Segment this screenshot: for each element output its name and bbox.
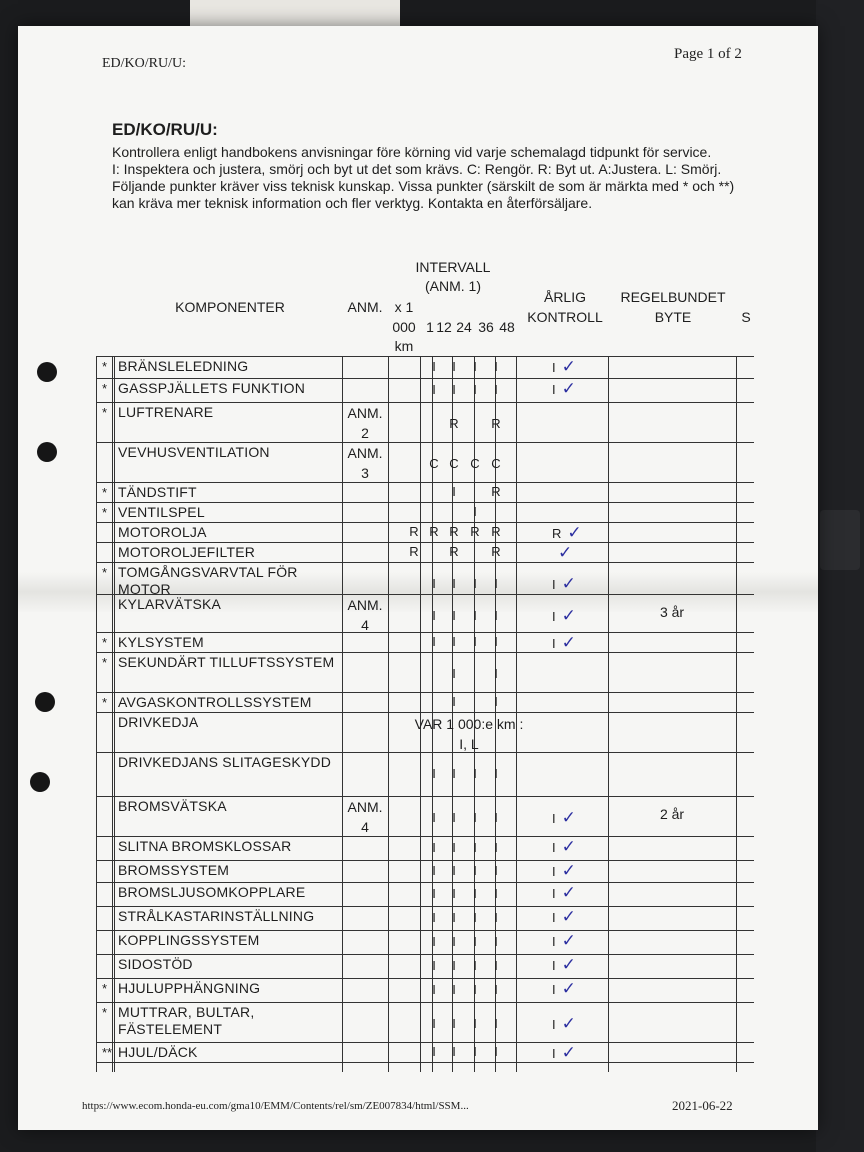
interval-value: I — [452, 382, 456, 397]
interval-value: R — [449, 524, 459, 539]
component-name: DRIVKEDJA — [118, 714, 199, 730]
anm-note: ANM. 4 — [347, 799, 383, 835]
replacement-interval: 3 år — [659, 604, 685, 620]
interval-value: I — [494, 694, 498, 709]
interval-value: I — [473, 608, 477, 623]
interval-value: I — [494, 810, 498, 825]
interval-value: I — [452, 982, 456, 997]
intro-line: Följande punkter kräver viss teknisk kunskap. Vissa punkter (särskilt de som är märkta med * och **) kan kräva mer teknisk information och fler verktyg. Kontakta en återförsäljare. — [112, 178, 735, 211]
interval-value: I — [432, 1016, 436, 1031]
component-name: KOPPLINGSSYSTEM — [118, 932, 260, 948]
interval-value: I — [432, 910, 436, 925]
checkmark-icon: ✓ — [561, 861, 576, 880]
interval-value: I — [432, 934, 436, 949]
interval-value: I — [432, 886, 436, 901]
interval-value: R — [491, 484, 501, 499]
intro-line: I: Inspektera och justera, smörj och byt ut det som krävs. C: Rengör. R: Byt ut. A:Justera. L: Smörj. — [112, 161, 722, 177]
annual-check — [552, 931, 576, 951]
interval-value: I — [452, 694, 456, 709]
annual-check — [552, 861, 576, 881]
col-arlig: ÅRLIG — [543, 289, 586, 305]
grid-line — [96, 402, 754, 403]
col-byte: BYTE — [654, 309, 692, 325]
checkmark-icon: ✓ — [561, 808, 576, 827]
component-name: BROMSVÄTSKA — [118, 798, 227, 814]
grid-line — [96, 978, 754, 979]
grid-line — [96, 542, 754, 543]
interval-value: I — [473, 958, 477, 973]
replacement-interval: 2 år — [659, 806, 685, 822]
interval-value: R — [491, 544, 501, 559]
annual-check-code: I — [552, 910, 556, 925]
checkmark-icon: ✓ — [561, 979, 576, 998]
col-interval: 24 — [456, 319, 472, 335]
anm-note: ANM. 2 — [347, 405, 383, 441]
checkmark-icon: ✓ — [561, 633, 576, 652]
col-interval: 36 — [478, 319, 494, 335]
interval-value: I — [494, 634, 498, 649]
interval-value: I — [494, 934, 498, 949]
checkmark-icon: ✓ — [561, 1043, 576, 1062]
interval-value: I — [473, 810, 477, 825]
component-name: MOTOROLJA — [118, 524, 207, 540]
grid-line — [96, 522, 754, 523]
star-marker: * — [102, 635, 108, 650]
interval-value: R — [491, 524, 501, 539]
page-number: Page 1 of 2 — [674, 46, 742, 62]
interval-value: I — [452, 863, 456, 878]
interval-value: R — [491, 416, 501, 431]
grid-line — [96, 652, 754, 653]
annual-check-code: I — [552, 840, 556, 855]
annual-check — [552, 979, 576, 999]
col-x1000km-c: km — [394, 338, 414, 354]
grid-line — [96, 378, 754, 379]
anm-note: ANM. 4 — [347, 597, 383, 633]
interval-value: I — [494, 666, 498, 681]
anm-note: ANM. 3 — [347, 445, 383, 481]
annual-check-code: I — [552, 982, 556, 997]
col-x1000km-a: x 1 — [394, 299, 414, 315]
interval-value: I — [432, 359, 436, 374]
grid-line — [96, 482, 754, 483]
grid-line — [96, 1042, 754, 1043]
interval-value: I — [452, 576, 456, 591]
interval-value: I — [473, 634, 477, 649]
component-name: KYLSYSTEM — [118, 634, 204, 650]
component-name: AVGASKONTROLLSSYSTEM — [118, 694, 312, 710]
interval-value: I — [494, 576, 498, 591]
annual-check — [552, 379, 576, 399]
interval-value: I — [473, 382, 477, 397]
component-name: BRÄNSLELEDNING — [118, 358, 249, 374]
zipper-pull — [820, 510, 860, 570]
star-marker: ** — [102, 1045, 113, 1060]
footer-url: https://www.ecom.honda-eu.com/gma10/EMM/Contents/rel/sm/ZE007834/html/SSM... — [82, 1100, 469, 1112]
star-marker: * — [102, 405, 108, 420]
grid-line — [96, 712, 754, 713]
interval-value: I — [452, 1016, 456, 1031]
star-marker: * — [102, 359, 108, 374]
interval-value: R — [470, 524, 480, 539]
checkmark-icon: ✓ — [561, 1014, 576, 1033]
component-name: BROMSLJUSOMKOPPLARE — [118, 884, 306, 900]
interval-value: C — [491, 456, 501, 471]
interval-value: I — [494, 958, 498, 973]
component-name: MOTOROLJEFILTER — [118, 544, 256, 560]
component-name: HJUL/DÄCK — [118, 1044, 198, 1060]
interval-value: I — [473, 504, 477, 519]
annual-check-code: I — [552, 636, 556, 651]
interval-value: I — [494, 1044, 498, 1059]
interval-value: I — [432, 1044, 436, 1059]
interval-value: I — [473, 1016, 477, 1031]
interval-value: I — [452, 840, 456, 855]
interval-value: I — [432, 608, 436, 623]
interval-value: I — [452, 934, 456, 949]
annual-check-code: I — [552, 958, 556, 973]
annual-check — [552, 955, 576, 975]
star-marker: * — [102, 655, 108, 670]
checkmark-icon: ✓ — [558, 543, 573, 562]
col-intervall: INTERVALL — [415, 259, 491, 275]
grid-line — [96, 930, 754, 931]
star-marker: * — [102, 565, 108, 580]
interval-value: I — [452, 810, 456, 825]
interval-value: I — [452, 910, 456, 925]
star-marker: * — [102, 981, 108, 996]
component-name: SIDOSTÖD — [118, 956, 193, 972]
annual-check-code: I — [552, 1017, 556, 1032]
grid-line — [96, 882, 754, 883]
interval-value: R — [409, 544, 419, 559]
interval-value: I — [494, 840, 498, 855]
annual-check — [552, 543, 572, 563]
grid-line — [608, 356, 609, 1072]
annual-check — [552, 837, 576, 857]
interval-value: I — [494, 1016, 498, 1031]
interval-value: I — [432, 634, 436, 649]
col-interval: 12 — [436, 319, 452, 335]
interval-value: I — [494, 382, 498, 397]
interval-value: I — [494, 886, 498, 901]
interval-value: I — [473, 934, 477, 949]
grid-line — [96, 562, 754, 563]
bag-edge — [816, 0, 864, 1152]
interval-value: I — [432, 863, 436, 878]
grid-line — [736, 356, 737, 1072]
interval-value: I — [432, 982, 436, 997]
checkmark-icon: ✓ — [561, 931, 576, 950]
star-marker: * — [102, 381, 108, 396]
page-header-code: ED/KO/RU/U: — [102, 56, 186, 71]
interval-value: I — [452, 1044, 456, 1059]
interval-value: C — [449, 456, 459, 471]
interval-value: I — [494, 910, 498, 925]
interval-value: R — [449, 544, 459, 559]
interval-value: I — [473, 886, 477, 901]
checkmark-icon: ✓ — [561, 907, 576, 926]
grid-line — [388, 356, 389, 1072]
annual-check-code: I — [552, 886, 556, 901]
annual-check-code: R — [552, 526, 562, 541]
interval-value: R — [409, 524, 419, 539]
annual-check — [552, 883, 576, 903]
component-name: STRÅLKASTARINSTÄLLNING — [118, 908, 315, 924]
annual-check — [552, 1043, 576, 1063]
grid-line — [96, 906, 754, 907]
grid-line — [96, 632, 754, 633]
annual-check — [552, 523, 582, 543]
col-interval: 48 — [499, 319, 515, 335]
interval-value: I — [452, 886, 456, 901]
interval-value: I — [432, 840, 436, 855]
interval-value: I — [432, 810, 436, 825]
grid-line — [96, 860, 754, 861]
checkmark-icon: ✓ — [561, 837, 576, 856]
interval-value: I — [494, 766, 498, 781]
grid-line — [96, 836, 754, 837]
checkmark-icon: ✓ — [561, 379, 576, 398]
interval-value: I — [452, 666, 456, 681]
col-cutoff: S — [741, 309, 751, 325]
component-name: TÄNDSTIFT — [118, 484, 197, 500]
component-name: LUFTRENARE — [118, 404, 214, 420]
col-regelbundet: REGELBUNDET — [620, 289, 726, 305]
annual-check-code: I — [552, 382, 556, 397]
component-name: VENTILSPEL — [118, 504, 205, 520]
component-name: MUTTRAR, BULTAR, FÄSTELEMENT — [118, 1004, 255, 1037]
checkmark-icon: ✓ — [567, 523, 582, 542]
star-marker: * — [102, 1005, 108, 1020]
interval-value: I — [452, 608, 456, 623]
interval-value: I — [432, 766, 436, 781]
star-marker: * — [102, 505, 108, 520]
interval-value: I — [452, 359, 456, 374]
intro-line: Kontrollera enligt handbokens anvisningar före körning vid varje schemalagd tidpunkt för service. — [112, 144, 712, 160]
service-schedule-page — [18, 26, 818, 1130]
annual-check — [552, 606, 576, 626]
col-interval: 1 — [426, 319, 434, 335]
grid-line — [96, 692, 754, 693]
grid-line — [112, 356, 113, 1072]
star-marker: * — [102, 485, 108, 500]
annual-check-code: I — [552, 811, 556, 826]
footer-date: 2021-06-22 — [672, 1098, 733, 1113]
interval-value: I — [494, 608, 498, 623]
interval-value: R — [429, 524, 439, 539]
annual-check — [552, 1014, 576, 1034]
checkmark-icon: ✓ — [561, 357, 576, 376]
col-anm: ANM. — [347, 299, 383, 315]
grid-line — [96, 1062, 754, 1063]
grid-line — [114, 356, 115, 1072]
interval-value: I — [494, 359, 498, 374]
interval-value: I — [432, 576, 436, 591]
grid-line — [96, 442, 754, 443]
annual-check — [552, 808, 576, 828]
interval-value: I — [473, 359, 477, 374]
annual-check — [552, 907, 576, 927]
annual-check-code: I — [552, 577, 556, 592]
col-kontroll: KONTROLL — [527, 309, 603, 325]
interval-value: I — [432, 382, 436, 397]
interval-value: C — [429, 456, 439, 471]
interval-value: R — [449, 416, 459, 431]
interval-value: I — [432, 958, 436, 973]
interval-value: I — [473, 910, 477, 925]
checkmark-icon: ✓ — [561, 574, 576, 593]
grid-line — [96, 954, 754, 955]
interval-value: I — [473, 576, 477, 591]
annual-check — [552, 574, 576, 594]
grid-line — [96, 502, 754, 503]
grid-line — [96, 356, 97, 1072]
component-name: VEVHUSVENTILATION — [118, 444, 270, 460]
interval-value: I — [473, 982, 477, 997]
annual-check — [552, 357, 576, 377]
component-name: TOMGÅNGSVARVTAL FÖR MOTOR — [118, 564, 298, 597]
interval-value: I — [452, 484, 456, 499]
component-name: KYLARVÄTSKA — [118, 596, 222, 612]
component-name: DRIVKEDJANS SLITAGESKYDD — [118, 754, 332, 770]
checkmark-icon: ✓ — [561, 606, 576, 625]
checkmark-icon: ✓ — [561, 883, 576, 902]
grid-line — [96, 796, 754, 797]
interval-value: I — [452, 958, 456, 973]
interval-value: I — [452, 634, 456, 649]
interval-note: VAR 1 000:e km : I, L — [414, 716, 524, 752]
annual-check-code: I — [552, 1046, 556, 1061]
annual-check — [552, 633, 576, 653]
star-marker: * — [102, 695, 108, 710]
component-name: BROMSSYSTEM — [118, 862, 230, 878]
interval-value: I — [473, 766, 477, 781]
annual-check-code: I — [552, 360, 556, 375]
grid-line — [96, 356, 754, 357]
component-name: HJULUPPHÄNGNING — [118, 980, 261, 996]
checkmark-icon: ✓ — [561, 955, 576, 974]
interval-value: I — [473, 1044, 477, 1059]
annual-check-code: I — [552, 934, 556, 949]
col-komponenter: KOMPONENTER — [175, 299, 285, 315]
col-intervall-note: (ANM. 1) — [425, 278, 481, 294]
interval-value: I — [473, 840, 477, 855]
grid-line — [96, 1002, 754, 1003]
interval-value: I — [473, 863, 477, 878]
interval-value: I — [494, 982, 498, 997]
component-name: GASSPJÄLLETS FUNKTION — [118, 380, 306, 396]
interval-value: C — [470, 456, 480, 471]
interval-value: I — [494, 863, 498, 878]
component-name: SEKUNDÄRT TILLUFTSSYSTEM — [118, 654, 335, 670]
interval-value: I — [452, 766, 456, 781]
annual-check-code: I — [552, 864, 556, 879]
component-name: SLITNA BROMSKLOSSAR — [118, 838, 292, 854]
col-x1000km-b: 000 — [392, 319, 416, 335]
intro-title: ED/KO/RU/U: — [112, 120, 218, 139]
annual-check-code: I — [552, 609, 556, 624]
